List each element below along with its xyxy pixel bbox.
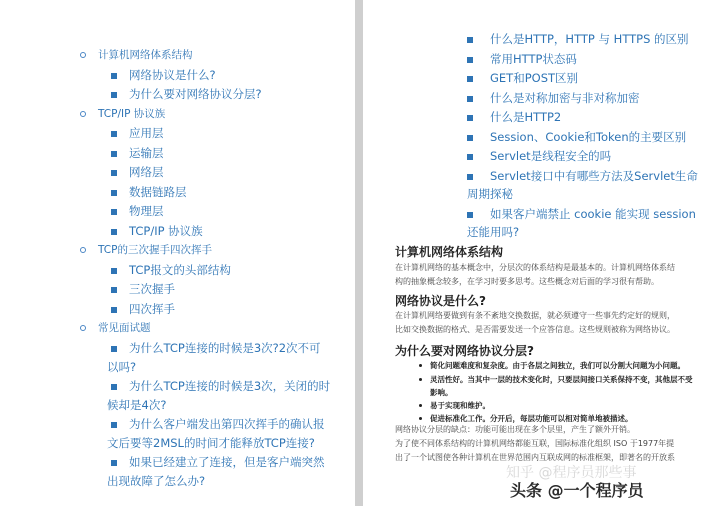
paragraph-line: 网络协议分层的缺点：功能可能出现在多个层里，产生了额外开销。	[395, 425, 635, 434]
square-bullet-icon	[467, 212, 473, 218]
circle-bullet-icon	[80, 52, 86, 58]
paragraph-line: 为了使不同体系结构的计算机网络都能互联，国际标准化组织 ISO 于1977年提	[395, 439, 675, 448]
square-bullet-icon	[467, 135, 473, 141]
section-heading: 网络协议是什么?	[395, 294, 486, 308]
toc-item-link[interactable]: 什么是对称加密与非对称加密	[490, 90, 640, 105]
toc-item-link[interactable]: Servlet是线程安全的吗	[490, 149, 612, 163]
square-bullet-icon	[111, 229, 117, 235]
square-bullet-icon	[111, 460, 117, 466]
bullet-text: 影响。	[430, 388, 453, 397]
square-bullet-icon	[111, 346, 117, 352]
circle-bullet-icon	[80, 325, 86, 331]
toc-item-link-cont[interactable]: 候却是4次?	[107, 397, 167, 412]
toc-item-link[interactable]: 四次挥手	[129, 301, 175, 316]
toc-item-link[interactable]: 为什么客户端发出第四次挥手的确认报	[129, 416, 325, 431]
square-bullet-icon	[467, 37, 473, 43]
toc-item-link[interactable]: 如果客户端禁止 cookie 能实现 session	[490, 206, 696, 221]
bullet-dot-icon	[419, 364, 422, 367]
square-bullet-icon	[467, 174, 473, 180]
section-heading: 计算机网络体系结构	[395, 245, 504, 259]
toc-item-link-cont[interactable]: 以吗?	[107, 359, 137, 374]
toc-item-link[interactable]: 为什么要对网络协议分层?	[129, 87, 262, 101]
square-bullet-icon	[111, 190, 117, 196]
toc-item-link[interactable]: 什么是HTTP2	[490, 110, 562, 124]
toc-item-link[interactable]: 常用HTTP状态码	[490, 51, 577, 66]
bullet-text: 灵活性好。当其中一层的技术变化时，只要层间接口关系保持不变，其他层不受	[430, 375, 693, 384]
watermark-text: 头条 @一个程序员	[510, 481, 644, 500]
square-bullet-icon	[467, 76, 473, 82]
toc-item-link[interactable]: 为什么TCP连接的时候是3次，关闭的时	[129, 378, 331, 393]
paragraph-line: 在计算机网络的基本概念中，分层次的体系结构是最基本的。计算机网络体系结	[395, 263, 675, 272]
bullet-text: 促进标准化工作。分开后，每层功能可以相对简单地被描述。	[430, 414, 633, 423]
circle-bullet-icon	[80, 247, 86, 253]
paragraph-line: 出了一个试图使各种计算机在世界范围内互联成网的标准框架，即著名的开放系	[395, 453, 675, 462]
square-bullet-icon	[111, 287, 117, 293]
bullet-text: 易于实现和维护。	[430, 401, 490, 410]
toc-section-link[interactable]: 计算机网络体系结构	[98, 49, 193, 61]
square-bullet-icon	[467, 57, 473, 63]
circle-bullet-icon	[80, 111, 86, 117]
square-bullet-icon	[111, 170, 117, 176]
section-heading: 为什么要对网络协议分层?	[395, 344, 534, 358]
toc-item-link[interactable]: 什么是HTTP，HTTP 与 HTTPS 的区别	[490, 32, 689, 46]
toc-item-link[interactable]: 为什么TCP连接的时候是3次?2次不可	[129, 340, 321, 355]
toc-item-link[interactable]: GET和POST区别	[490, 71, 579, 85]
toc-item-link[interactable]: TCP报文的头部结构	[129, 262, 231, 277]
square-bullet-icon	[111, 384, 117, 390]
toc-item-link-cont[interactable]: 出现故障了怎么办?	[107, 473, 206, 488]
square-bullet-icon	[111, 151, 117, 157]
left-page	[0, 0, 355, 506]
page-gap	[355, 0, 363, 506]
toc-section-link[interactable]: TCP的三次握手四次挥手	[98, 244, 212, 256]
square-bullet-icon	[111, 131, 117, 137]
paragraph-line: 构的抽象概念较多，在学习时要多思考。这些概念对后面的学习很有帮助。	[395, 277, 659, 286]
square-bullet-icon	[111, 268, 117, 274]
toc-item-link[interactable]: 三次握手	[129, 282, 175, 296]
bullet-dot-icon	[419, 378, 422, 381]
toc-item-link[interactable]: 网络协议是什么?	[129, 67, 216, 82]
toc-section-link[interactable]: TCP/IP 协议族	[98, 107, 166, 120]
toc-item-link-cont[interactable]: 文后要等2MSL的时间才能释放TCP连接?	[107, 435, 315, 450]
toc-item-link[interactable]: 数据链路层	[129, 184, 187, 199]
toc-item-link[interactable]: 物理层	[129, 204, 164, 218]
paragraph-line: 在计算机网络要做到有条不紊地交换数据，就必须遵守一些事先约定好的规则，	[395, 311, 675, 320]
toc-item-link[interactable]: Session、Cookie和Token的主要区别	[490, 129, 687, 144]
toc-item-link[interactable]: 网络层	[129, 165, 164, 179]
square-bullet-icon	[467, 115, 473, 121]
toc-item-link[interactable]: TCP/IP 协议族	[129, 223, 203, 238]
toc-section-link[interactable]: 常见面试题	[98, 322, 151, 334]
bullet-text: 简化问题难度和复杂度。由于各层之间独立，我们可以分割大问题为小问题。	[430, 361, 685, 370]
square-bullet-icon	[111, 422, 117, 428]
square-bullet-icon	[111, 92, 117, 98]
toc-item-link[interactable]: 如果已经建立了连接，但是客户端突然	[129, 454, 325, 469]
square-bullet-icon	[111, 73, 117, 79]
square-bullet-icon	[111, 307, 117, 313]
right-page	[363, 0, 720, 506]
square-bullet-icon	[467, 96, 473, 102]
toc-item-link-cont[interactable]: 周期探秘	[467, 186, 513, 201]
toc-item-link[interactable]: Servlet接口中有哪些方法及Servlet生命	[490, 168, 698, 183]
square-bullet-icon	[111, 209, 117, 215]
paragraph-line: 比如交换数据的格式、是否需要发送一个应答信息。这些规则被称为网络协议。	[395, 325, 675, 334]
watermark-text: 知乎 @程序员那些事	[506, 465, 637, 481]
toc-item-link[interactable]: 应用层	[129, 126, 164, 140]
toc-item-link-cont[interactable]: 还能用吗?	[467, 224, 520, 239]
toc-item-link[interactable]: 运输层	[129, 145, 164, 160]
square-bullet-icon	[467, 154, 473, 160]
bullet-dot-icon	[419, 417, 422, 420]
bullet-dot-icon	[419, 404, 422, 407]
